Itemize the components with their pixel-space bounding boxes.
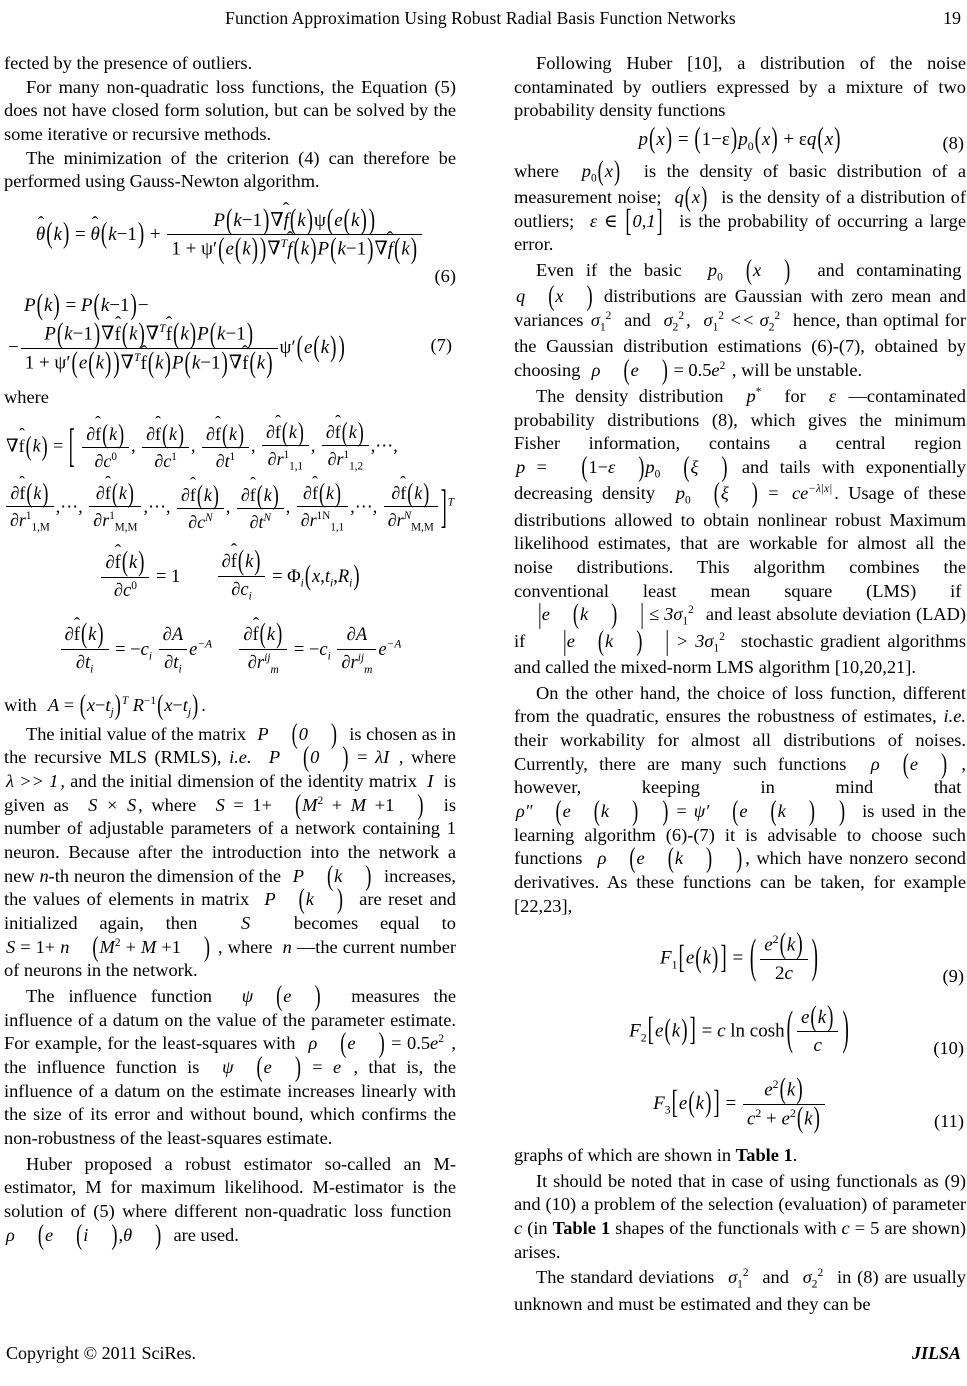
equation-11: $F_3[e(k)$ ] = $\frac{e^2(k)}{c^2 + e^2(k)}$ (11) (653, 1073, 964, 1135)
paragraph-continued: fected by the presence of outliers. (4, 53, 253, 73)
paragraph-influence-function: The influence function ψ (e ) measures the influence of a datum on the value of the parameter estimate. For example, for the least-squares with ρ (e ) = $0.5e^2$ , the influence function is ψ (e ) = e , that is, the influence of a datum on the estimate increases linearly with the size of its error and without bound, which confirms the non-robustness of the least-squares estimate. (4, 980, 457, 1149)
equation-10: $F_2[e(k)$ ] = c ln cosh ( $\frac{e(k)}{c}$ ) (10) (629, 1000, 964, 1059)
paragraph-nonquadratic-loss: For many non-quadratic loss functions, the Equation (5) does not have closed form solution, but can be solved by the some iterative or recursive methods. (4, 76, 456, 144)
equation-partials-1: $\frac{\text{∂f ˆ(k)}}{\partial c^0}$ = 1 $\frac{\text{∂f ˆ(k)}}{\partial c_i}$ = $\Phi_i(x,t_i,R_i)$ (4, 550, 456, 605)
with-definition-line: with $A = (x-t_j)^T$ $R^{-1}(x-t_j)$ . (4, 689, 206, 721)
where-label-left: where (4, 387, 49, 408)
paragraph-huber-mestimator: Huber proposed a robust estimator so-called an M-estimator, M for maximum likelihood. M-estimator is the solution of (5) where different non-quadratic loss function ρ (e (i ),θ ) are used. (4, 1153, 456, 1250)
equation-7-line2: − $\frac{P(k-1)\nabla f ˆ(k)\nabla^Tf ˆ(k)P(k-1)}{1 + \psi'(e(k) )\nabla^Tf ˆ(k)P(k-1)\nabla f ˆ(k)}$ ψ′(e(k) ) (7) (4, 321, 456, 376)
equation-7 (4, 289, 456, 380)
paragraph-density-defs: where $p_0(x)$ is the density of basic distribution of a measurement noise; q(x) is the density of a distribution of outliers; ε ∈ [0,1] is the probability of occurring a large error. (514, 154, 966, 255)
paragraph-density-distribution: The density distribution p* for ε —contaminated probability distributions (8), which gives the minimum Fisher information, contains a central region p = (1−ε )$p_0$ (ξ ) and tails with exponentially decreasing density $p_0$ (ξ ) = $ce^{-\lambda|x|}$ . Usage of these distributions allowed to obtain nonlinear robust Maximum likelihood estimates, that are workable for almost all the noise distributions. This algorithm combines the conventional least mean square (LMS) if |e (k ) | ≤ $3\sigma_1^2$ and least absolute deviation (LAD) if |e (k ) | > $3\sigma_1^2$ stochastic gradient algorithms and called the mixed-norm LMS algorithm [10,20,21]. (514, 385, 966, 678)
paragraph-loss-function-choice: On the other hand, the choice of loss function, different from the quadratic, ensures the robustness of estimates, i.e. their workability for almost all distributions of noises. Currently, there are many such functions ρ (e ) , however, keeping in mind that ρ″ (e (k ) ) = ψ′ (e (k ) ) is used in the learning algorithm (6)-(7) it is advisable to choose such functions ρ (e (k ) ) , which have nonzero second derivatives. As these functions can be taken, for example [22,23], (514, 682, 967, 916)
equation-partials-2: $\frac{\text{∂f ˆ(k)}}{\partial t_i}$ = $-c_i$ $\frac{\partial A}{\partial t_i}$ $e^{-A}$ $\frac{\text{∂f ˆ(k)}}{\partial r^{ij}_m}$ = $-c_i$ $\frac{\partial A}{\partial r^{ij}_m}$ $e^{-A}$ (4, 623, 456, 678)
left-column (4, 52, 456, 1292)
equation-6-number: (6) (434, 266, 456, 287)
equation-7-line1: P(k) = P(k−1)− (24, 289, 149, 322)
running-head-title: Function Approximation Using Robust Radial Basis Function Networks (225, 8, 736, 28)
paragraph-graphs-table1: graphs of which are shown in Table 1. (514, 1144, 798, 1165)
equation-9-number: (9) (942, 965, 964, 986)
footer-journal-abbrev: JILSA (911, 1343, 961, 1363)
equation-7-number: (7) (430, 335, 452, 356)
equation-9: $F_1[e(k)$ ] = ( $\frac{e^2(k)}{2c}$ ) (9) (660, 928, 964, 986)
two-column-body (0, 52, 967, 1314)
running-head (0, 8, 967, 38)
equation-8: $p(x) = (1-\varepsilon)p_0(x) + \varepsilon q(x)$ (8) (638, 122, 964, 156)
paragraph-minimization: The minimization of the criterion (4) can therefore be performed using Gauss-Newton algorithm. (4, 147, 456, 192)
footer-copyright: Copyright © 2011 SciRes. (6, 1343, 197, 1363)
paragraph-parameter-selection: It should be noted that in case of using functionals as (9) and (10) a problem of the selection (evaluation) of parameter c (in Table 1 shapes of the functionals with c = 5 are shown) arises. (514, 1170, 966, 1262)
equation-gradient-line1: ∇f ˆ(k) = [ $\frac{\text{∂f ˆ(k)}}{\partial c^0}$ , $\frac{\text{∂f ˆ(k)}}{\partial c^1}$ , $\frac{\text{∂f ˆ(k)}}{\partial t^1}$ , $\frac{\text{∂f ˆ(k)}}{\partial r^1_{1,1}}$ , $\frac{\text{∂f ˆ(k)}}{\partial r^1_{1,2}}$ ,⋯, (4, 420, 456, 475)
equation-11-number: (11) (934, 1110, 964, 1131)
paragraph-initial-value: The initial value of the matrix P (0 ) is chosen as in the recursive MLS (RMLS), i.e. P (0 ) = λI , where λ >> 1 , and the initial dimension of the identity matrix I is given as S × S , where $S = 1+ (M^2 + M +1$ ) is number of adjustable parameters of a network containing 1 neuron. Because after the introduction into the network a new n-th neuron the dimension of the P (k ) increases, the values of elements in matrix P (k ) are reset and initialized again, then S becomes equal to S = 1+ n ($M^2 + M +1$ ) , where n —the current number of neurons in the network. (4, 717, 457, 981)
page-footer (0, 1343, 967, 1364)
equation-gradient-line2: $\frac{\text{∂f ˆ(k)}}{\partial r^1_{1,M}}$ ,⋯, $\frac{\text{∂f ˆ(k)}}{\partial r^1_{M,M}}$ ,⋯, $\frac{\text{∂f ˆ(k)}}{\partial c^N}$ , $\frac{\text{∂f ˆ(k)}}{\partial t^N}$ , $\frac{\text{∂f ˆ(k)}}{\partial r^{1N}_{1,1}}$ ,⋯, $\frac{\text{∂f ˆ(k)}}{\partial r^N_{M,M}}$ ]$^T$ (4, 481, 456, 536)
equation-6: θ ˆ(k) = θ ˆ(k−1) + $\frac{\text{P(k−1)∇f ˆ(k)ψ(e(k) )}}{1 + \psi'(e(k) )\nabla^Tf ˆ(k)P(k-1)\nabla f ˆ(k)}$ (4, 208, 456, 263)
paragraph-gaussian-variances: Even if the basic $p_0$ (x ) and contaminating q (x ) distributions are Gaussian with zero mean and variances $\sigma_1^2$ and $\sigma_2^2$ , $\sigma_1^2 << \sigma_2^2$ hence, than optimal for the Gaussian distribution estimations (6)-(7), obtained by choosing ρ (e ) = $0.5e^2$ , will be unstable. (514, 254, 966, 386)
right-column (514, 52, 967, 1314)
equation-10-number: (10) (933, 1038, 964, 1059)
paragraph-standard-deviations: The standard deviations $\sigma_1^2$ and $\sigma_2^2$ in (8) are usually unknown and must be estimated and they can be (514, 1267, 966, 1314)
equation-8-number: (8) (942, 132, 964, 153)
page-number: 19 (943, 8, 961, 28)
paragraph-following-huber: Following Huber [10], a distribution of the noise contaminated by outliers expressed by a mixture of two probability density functions (514, 53, 966, 121)
